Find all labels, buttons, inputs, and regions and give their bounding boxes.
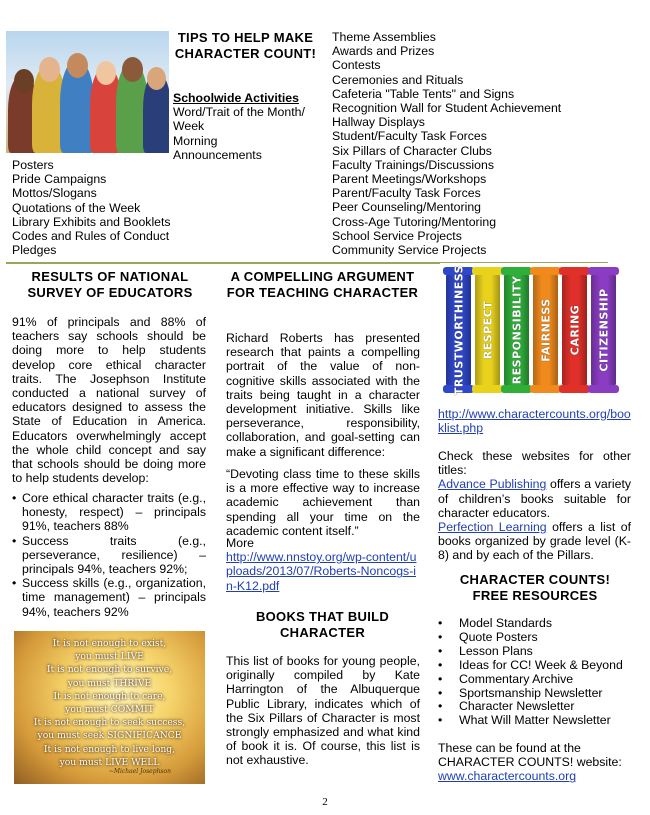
pillar-label: CITIZENSHIP [597, 288, 610, 372]
free-resource-item: • Quote Posters [438, 631, 633, 645]
pillar-caring [562, 271, 587, 389]
activity-item: Library Exhibits and Booklets [12, 214, 171, 229]
quote-line: It is not enough to care, [53, 690, 166, 702]
books-title: BOOKS THAT BUILD CHARACTER [255, 609, 390, 640]
free-resource-item: • Model Standards [438, 617, 633, 631]
free-resource-item: • Commentary Archive [438, 673, 633, 687]
activity-item: Parent Meetings/Workshops [332, 172, 487, 187]
quote-line: you must THRIVE [67, 677, 152, 689]
free-resource-item: • Sportsmanship Newsletter [438, 687, 633, 701]
activity-item: Cross-Age Tutoring/Mentoring [332, 214, 497, 229]
pillar-label: FAIRNESS [539, 298, 552, 362]
pillar-fairness [533, 271, 558, 389]
argument-more [226, 536, 420, 593]
books-paragraph: This list of books for young people, originally compiled by Kate Harrington of the Albuquerque Public Library, indicates which of the Six Pillars of Character is most strongly emphasized and what kind of book it is. Of course, this list is not exhaustive. [226, 654, 420, 768]
perfection-text: offers a list of books organized by grade level (K-8) and by each of the Pillars. [438, 520, 631, 563]
survey-bullet: • Success skills (e.g., organization, time management) – principals 94%, teachers 92% [12, 576, 206, 619]
free-resource-item: • Lesson Plans [438, 645, 633, 659]
argument-title: A COMPELLING ARGUMENT FOR TEACHING CHARACTER [226, 269, 419, 300]
free-resource-item: • Ideas for CC! Week & Beyond [438, 659, 633, 673]
quote-line: you must seek SIGNIFICANCE [37, 730, 182, 742]
activity-item: Faculty Trainings/Discussions [332, 157, 494, 172]
activity-item: Quotations of the Week [12, 200, 141, 215]
survey-bullet: • Core ethical character traits (e.g., honesty, respect) – principals 91%, teachers 88% [12, 491, 206, 534]
quote-signature: ~Michael Josephson [108, 768, 171, 775]
activity-item: Parent/Faculty Task Forces [332, 186, 481, 201]
activity-item: Awards and Prizes [332, 44, 435, 59]
perfection-learning-link[interactable]: Perfection Learning [438, 520, 547, 535]
booklist-link[interactable]: http://www.charactercounts.org/booklist.php [438, 407, 631, 436]
page-number: 2 [322, 796, 328, 808]
pillar-trustworthiness [446, 264, 471, 396]
pillar-responsibility [504, 271, 529, 389]
quote-line: It is not enough to seek success, [33, 717, 186, 729]
pillar-respect [475, 271, 500, 389]
tips-title: TIPS TO HELP MAKE CHARACTER COUNT! [174, 30, 317, 61]
activity-item: Student/Faculty Task Forces [332, 129, 487, 144]
activity-item: Cafeteria "Table Tents" and Signs [332, 86, 515, 101]
quote-image [14, 631, 205, 784]
activity-item: Recognition Wall for Student Achievement [332, 101, 562, 116]
pillar-label: RESPECT [481, 300, 494, 360]
advance-publishing-link[interactable]: Advance Publishing [438, 477, 547, 492]
schoolwide-list [173, 105, 323, 162]
activity-item: Theme Assemblies [332, 30, 436, 44]
schoolwide-item: Week [173, 119, 205, 134]
free-resources-title: CHARACTER COUNTS! FREE RESOURCES [459, 572, 611, 603]
quote-line: you must LIVE [75, 651, 144, 663]
check-text: Check these websites for other titles: [438, 449, 631, 478]
schoolwide-item: Announcements [173, 147, 262, 162]
activity-item: Pride Campaigns [12, 172, 107, 187]
free-resource-item: • Character Newsletter [438, 700, 633, 714]
advance-text: offers a variety of children’s books suitable for character educators. [438, 477, 632, 520]
argument-quote: “Devoting class time to these skills is a more effective way to increase academic achievement than spending all your time on the academic content itself.” [226, 467, 420, 538]
activity-item: Six Pillars of Character Clubs [332, 143, 492, 158]
schoolwide-item: Morning [173, 133, 218, 148]
research-link[interactable]: http://www.nnstoy.org/wp-content/uploads/2013/07/Roberts-Noncogs-in-K12.pdf [226, 550, 417, 593]
schoolwide-activities [173, 91, 323, 162]
pillar-label: TRUSTWORTHINESS [452, 264, 465, 396]
quote-line: It is not enough to survive, [46, 664, 173, 676]
activity-item: Posters [12, 158, 54, 172]
activity-item: School Service Projects [332, 228, 462, 243]
free-resource-item: • What Will Matter Newsletter [438, 714, 633, 728]
argument-paragraph: Richard Roberts has presented research that paints a compelling portrait of the value of non-cognitive skills associated with the traits being taught in a character development initiative. Skills like perseverance, responsibility, collaboration, and goal-setting can make a significant difference: [226, 331, 420, 459]
activity-item: Codes and Rules of Conduct [12, 229, 170, 244]
pillar-label: RESPONSIBILITY [510, 275, 523, 385]
schoolwide-heading: Schoolwide Activities [173, 91, 299, 105]
quote-line: It is not enough to live long, [43, 743, 176, 755]
top-left-activity-list [12, 158, 177, 257]
six-pillars-image [440, 263, 620, 398]
found-text: These can be found at the CHARACTER COUNTS! website: [438, 741, 622, 770]
top-right-activity-list [332, 30, 632, 257]
pillar-citizenship [591, 271, 616, 389]
quote-line: you must LIVE WELL [59, 756, 160, 768]
schoolwide-item: Word/Trait of the Month/ [173, 105, 305, 120]
pillar-label: CARING [568, 304, 581, 356]
survey-intro: 91% of principals and 88% of teachers say schools should be doing more to help students develop core ethical character traits. The Josephson Institute conducted a national survey of educators designed to assess the State of Education in America. Educators overwhelmingly accept the whole child concept and say that schools should be doing more to help students develop: [12, 315, 206, 486]
students-photo [6, 31, 169, 153]
activity-item: Community Service Projects [332, 243, 487, 258]
activity-item: Contests [332, 58, 381, 73]
activity-item: Mottos/Slogans [12, 186, 97, 201]
free-resources-list [438, 617, 633, 728]
survey-bullets [12, 491, 206, 619]
activity-item: Hallway Displays [332, 115, 425, 130]
websites-info [438, 449, 631, 563]
quote-line: It is not enough to exist, [52, 638, 167, 649]
activity-item: Peer Counseling/Mentoring [332, 200, 482, 215]
charactercounts-site-link[interactable]: www.charactercounts.org [438, 769, 577, 784]
survey-title: RESULTS OF NATIONAL SURVEY OF EDUCATORS [27, 269, 193, 300]
quote-line: you must COMMIT [65, 704, 154, 715]
more-label: More [226, 536, 255, 550]
activity-item: Ceremonies and Rituals [332, 72, 464, 87]
found-at-text [438, 741, 631, 784]
activity-item: Pledges [12, 243, 57, 258]
survey-bullet: • Success traits (e.g., perseverance, resilience) – principals 94%, teachers 92%; [12, 534, 206, 577]
